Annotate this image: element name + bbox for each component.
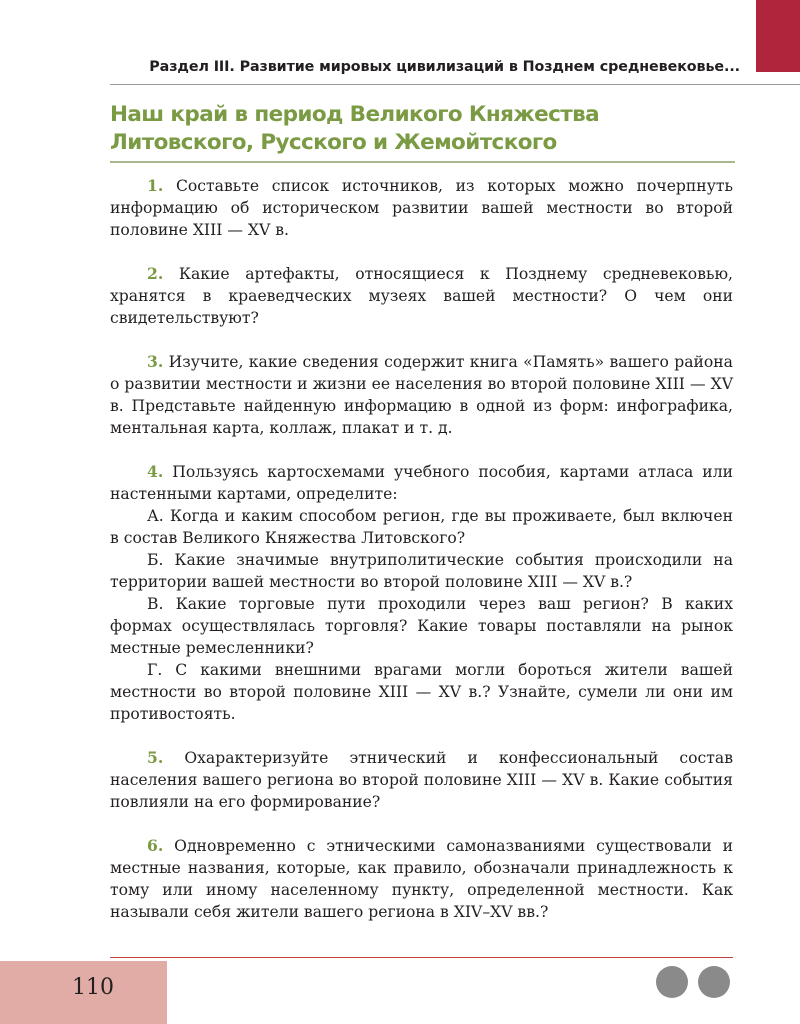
task-number: 1. bbox=[147, 176, 164, 195]
decorative-dot bbox=[656, 966, 688, 998]
section-title-line-1: Наш край в период Великого Княжества bbox=[110, 102, 600, 127]
corner-tab bbox=[756, 0, 800, 72]
task-4-subitem-c: В. Какие торговые пути проходили через ваш регион? В каких формах осуществлялась торговля? Какие товары поставляли на рынок местные ремесленники? bbox=[110, 595, 733, 657]
task-4 bbox=[110, 461, 733, 725]
header-rule bbox=[110, 84, 800, 85]
task-4-subitem-a: А. Когда и каким способом регион, где вы проживаете, был включен в состав Великого Княжества Литовского? bbox=[110, 507, 733, 547]
task-2 bbox=[110, 263, 733, 329]
task-1 bbox=[110, 175, 733, 241]
task-number: 5. bbox=[147, 748, 164, 767]
task-text: Какие артефакты, относящиеся к Позднему средневековью, хранятся в краеведческих музеях вашей местности? О чем они свидетельствуют? bbox=[110, 265, 734, 327]
task-text: Одновременно с этническими самоназваниями существовали и местные названия, которые, как правило, обозначали принадлежность к тому или иному населенному пункту, определенной местности. Как называли себя жители вашего региона в XIV–XV вв.? bbox=[110, 837, 733, 921]
task-number: 2. bbox=[147, 264, 164, 283]
decorative-dot bbox=[698, 966, 730, 998]
section-title bbox=[110, 101, 740, 157]
running-header: Раздел III. Развитие мировых цивилизаций в Позднем средневековье... bbox=[149, 59, 740, 75]
task-text: Охарактеризуйте этнический и конфессиональный состав населения вашего региона во второй половине XIII — XV в. Какие события повлияли на его формирование? bbox=[110, 749, 733, 811]
task-5 bbox=[110, 747, 733, 813]
footer-rule bbox=[110, 957, 733, 958]
task-text: Изучите, какие сведения содержит книга «Память» вашего района о развитии местности и жизни ее населения во второй половине XIII — XV в. Представьте найденную информацию в одной из форм: инфографика, ментальная карта, коллаж, плакат и т. д. bbox=[110, 353, 733, 437]
task-number: 6. bbox=[147, 836, 164, 855]
task-6 bbox=[110, 835, 733, 923]
task-number: 3. bbox=[147, 352, 164, 371]
task-list bbox=[110, 175, 733, 945]
page-number-box bbox=[0, 961, 167, 1024]
task-4-intro bbox=[110, 461, 733, 505]
task-text: Пользуясь картосхемами учебного пособия, картами атласа или настенными картами, определите: bbox=[110, 463, 733, 503]
task-text: Составьте список источников, из которых можно почерпнуть информацию об историческом развитии вашей местности во второй половине XIII — XV в. bbox=[110, 177, 733, 239]
page-number: 110 bbox=[72, 975, 114, 1000]
task-3 bbox=[110, 351, 733, 439]
title-rule bbox=[110, 161, 735, 163]
section-title-line-2: Литовского, Русского и Жемойтского bbox=[110, 130, 557, 155]
task-4-subitem-d: Г. С какими внешними врагами могли бороться жители вашей местности во второй половине XIII — XV в.? Узнайте, сумели ли они им противостоять. bbox=[110, 661, 733, 723]
task-4-subitem-b: Б. Какие значимые внутриполитические события происходили на территории вашей местности во второй половине XIII — XV в.? bbox=[110, 551, 733, 591]
task-number: 4. bbox=[147, 462, 164, 481]
